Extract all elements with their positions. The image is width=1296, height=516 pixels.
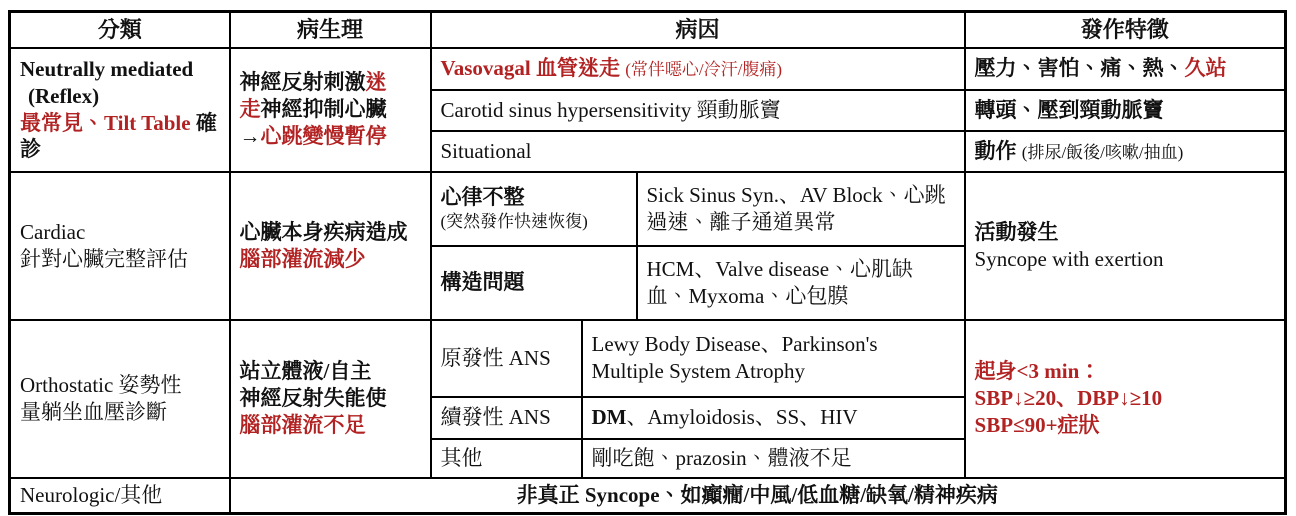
orthostatic-patho-line2: 神經反射失能使 [239,386,387,411]
feature-cardiac-line1: 活動發生 [974,219,1059,244]
syncope-classification-table [8,10,1287,515]
secondary-ans-detail-bold: DM [591,405,627,430]
cardiac-patho-black: 心臟本身疾病造成 [239,219,408,244]
vasovagal-note: (常伴噁心/冷汗/腹痛) [625,60,783,80]
feature-cardiac-line2: Syncope with exertion [974,246,1164,271]
row-cardiac-1 [10,172,1286,246]
arrhythmia-label: 心律不整 [440,185,525,210]
header-classification: 分類 [10,12,230,48]
row-reflex-1 [10,48,1286,90]
feature-orthostatic-line1: 起身<3 min： [974,359,1101,384]
cell-feature-carotid: 轉頭、壓到頸動脈竇 [965,90,1286,131]
cell-orthostatic-pathophysiology [230,320,431,478]
feature-vasovagal-red: 久站 [1184,56,1227,81]
cell-feature-situational [965,131,1286,172]
orthostatic-patho-line3: 腦部灌流不足 [239,412,366,437]
cell-feature-cardiac [965,172,1286,320]
cell-etiology-arrhythmia-label [431,172,637,246]
orthostatic-patho-line1: 站立體液/自主 [239,359,372,384]
feature-orthostatic-line2: SBP↓≥20、DBP↓≥10 [974,386,1163,411]
arrow-right-icon: → [239,123,261,148]
cell-reflex-pathophysiology [230,48,431,172]
orthostatic-title: Orthostatic 姿勢性 [20,372,182,397]
cell-etiology-structural-label: 構造問題 [431,246,637,320]
cell-etiology-situational: Situational [431,131,965,172]
cell-neurologic-classification: Neurologic/其他 [10,478,230,514]
vasovagal-label: Vasovagal 血管迷走 [440,56,620,81]
header-features: 發作特徵 [965,12,1286,48]
cell-etiology-arrhythmia-detail: Sick Sinus Syn.、AV Block、心跳過速、離子通道異常 [637,172,965,246]
cell-etiology-other-label: 其他 [431,439,582,478]
cell-etiology-secondary-ans-detail [582,397,965,439]
cell-etiology-structural-detail: HCM、Valve disease、心肌缺血、Myxoma、心包膜 [637,246,965,320]
reflex-patho-seg2: 迷 [365,70,387,95]
cell-etiology-other-detail: 剛吃飽、prazosin、體液不足 [582,439,965,478]
cell-reflex-classification [10,48,230,172]
cardiac-title: Cardiac [20,219,86,244]
reflex-note-black: 確診 [20,110,217,162]
orthostatic-subtitle: 量躺坐血壓診斷 [20,399,167,424]
header-pathophysiology: 病生理 [230,12,431,48]
cell-etiology-secondary-ans-label: 續發性 ANS [431,397,582,439]
reflex-subtitle: (Reflex) [28,83,100,108]
cell-feature-vasovagal [965,48,1286,90]
row-neurologic [10,478,1286,514]
reflex-patho-seg4: 神經抑制心臟 [260,97,387,122]
reflex-title: Neutrally mediated [20,56,194,81]
cell-cardiac-pathophysiology [230,172,431,320]
cell-etiology-primary-ans-detail: Lewy Body Disease、Parkinson's Multiple System Atrophy [582,320,965,397]
cardiac-subtitle: 針對心臟完整評估 [20,246,188,271]
cell-feature-orthostatic [965,320,1286,478]
cell-cardiac-classification [10,172,230,320]
feature-vasovagal-black: 壓力、害怕、痛、熱、 [974,56,1185,81]
cell-etiology-carotid: Carotid sinus hypersensitivity 頸動脈竇 [431,90,965,131]
cardiac-patho-red: 腦部灌流減少 [239,246,366,271]
cell-neurologic-detail: 非真正 Syncope、如癲癇/中風/低血糖/缺氧/精神疾病 [230,478,1286,514]
arrhythmia-note: (突然發作快速恢復) [440,212,588,232]
reflex-note-red: 最常見、Tilt Table [20,110,191,135]
feature-situational-note: (排尿/飯後/咳嗽/抽血) [1021,142,1184,162]
cell-orthostatic-classification [10,320,230,478]
cell-etiology-primary-ans-label: 原發性 ANS [431,320,582,397]
header-row [10,12,1286,48]
cell-etiology-vasovagal [431,48,965,90]
feature-situational-label: 動作 [974,138,1017,163]
header-etiology: 病因 [431,12,965,48]
feature-orthostatic-line3: SBP≤90+症狀 [974,412,1100,437]
secondary-ans-detail-rest: 、Amyloidosis、SS、HIV [626,405,858,430]
row-orthostatic-1 [10,320,1286,397]
reflex-patho-seg5: 心跳變慢暫停 [260,123,387,148]
reflex-patho-seg1: 神經反射刺激 [239,70,366,95]
reflex-patho-seg3: 走 [239,97,261,122]
